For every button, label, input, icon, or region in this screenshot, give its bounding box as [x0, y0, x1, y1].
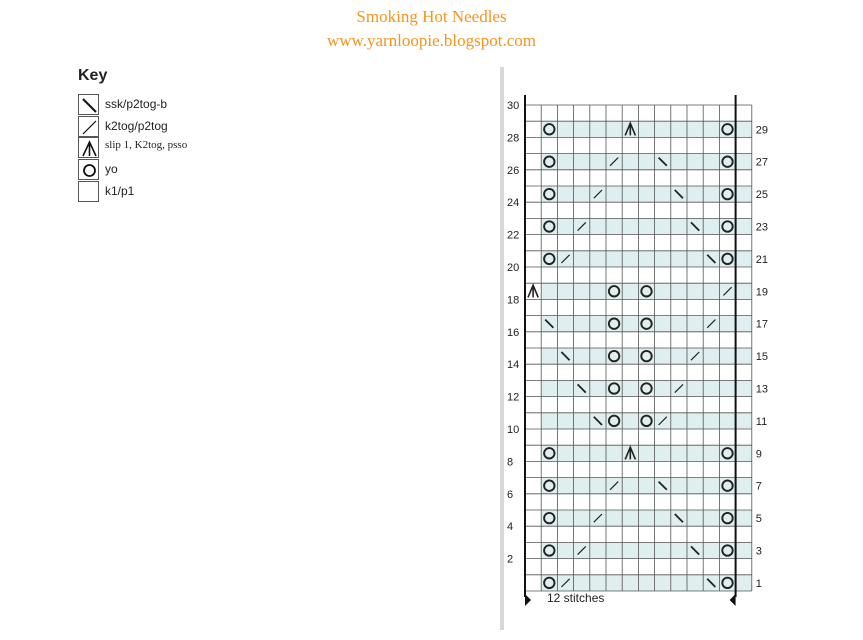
k2tog-icon: [78, 116, 99, 137]
shaded-row: [541, 154, 752, 170]
shaded-row: [541, 510, 752, 526]
row-label: 3: [755, 545, 762, 558]
row-label: 15: [755, 351, 769, 364]
ssk-icon: [78, 94, 99, 115]
shaded-row: [541, 218, 752, 234]
row-label: 20: [507, 262, 520, 274]
panel-divider: [500, 67, 504, 630]
row-label: 14: [507, 359, 520, 372]
k1-icon: [78, 181, 99, 202]
row-label: 7: [755, 480, 762, 493]
row-label: 24: [507, 197, 520, 210]
row-label: 28: [507, 132, 520, 145]
row-label: 23: [755, 221, 769, 234]
row-label: 2: [507, 553, 514, 566]
shaded-row: [541, 251, 752, 267]
row-label: 11: [755, 415, 768, 428]
shaded-row: [541, 186, 752, 202]
row-label: 13: [755, 383, 769, 396]
row-label: 8: [507, 456, 514, 469]
key-label-sk2p: slip 1, K2tog, psso: [105, 139, 188, 151]
shaded-row: [541, 542, 752, 558]
pattern-title: Smoking Hot Needles: [356, 7, 507, 26]
row-label: 25: [755, 189, 769, 202]
row-label: 12: [507, 391, 520, 404]
row-label: 9: [755, 448, 762, 461]
shaded-row: [541, 121, 752, 137]
row-label: 22: [507, 229, 520, 242]
key-title: Key: [78, 67, 108, 84]
repeat-marker: [525, 594, 531, 606]
row-label: 6: [507, 488, 514, 501]
repeat-label: 12 stitches: [547, 591, 605, 605]
row-label: 4: [507, 521, 514, 534]
row-label: 17: [755, 318, 769, 331]
row-label: 10: [507, 424, 520, 436]
row-label: 21: [755, 253, 769, 266]
yo-icon: [78, 159, 99, 180]
row-label: 27: [755, 156, 769, 169]
shaded-row: [541, 445, 752, 461]
row-label: 30: [507, 100, 520, 112]
key-label-yo: yo: [105, 162, 118, 176]
row-label: 16: [507, 326, 520, 339]
row-label: 19: [755, 286, 769, 299]
row-label: 5: [755, 513, 762, 526]
row-label: 26: [507, 164, 520, 177]
knitting-chart: [505, 100, 769, 615]
shaded-row: [541, 575, 752, 591]
sk2p-icon: [528, 285, 538, 297]
row-label: 1: [755, 577, 762, 590]
repeat-marker: [730, 594, 736, 606]
row-label: 18: [507, 294, 520, 307]
key-label-k1: k1/p1: [105, 184, 135, 198]
chart-grid: [505, 100, 769, 610]
row-label: 29: [755, 124, 769, 137]
key-label-k2tog: k2tog/p2tog: [105, 119, 168, 133]
shaded-row: [541, 478, 752, 494]
key-label-ssk: ssk/p2tog-b: [105, 97, 168, 111]
sk2p-icon: [78, 137, 99, 158]
blog-url: www.yarnloopie.blogspot.com: [326, 31, 536, 50]
